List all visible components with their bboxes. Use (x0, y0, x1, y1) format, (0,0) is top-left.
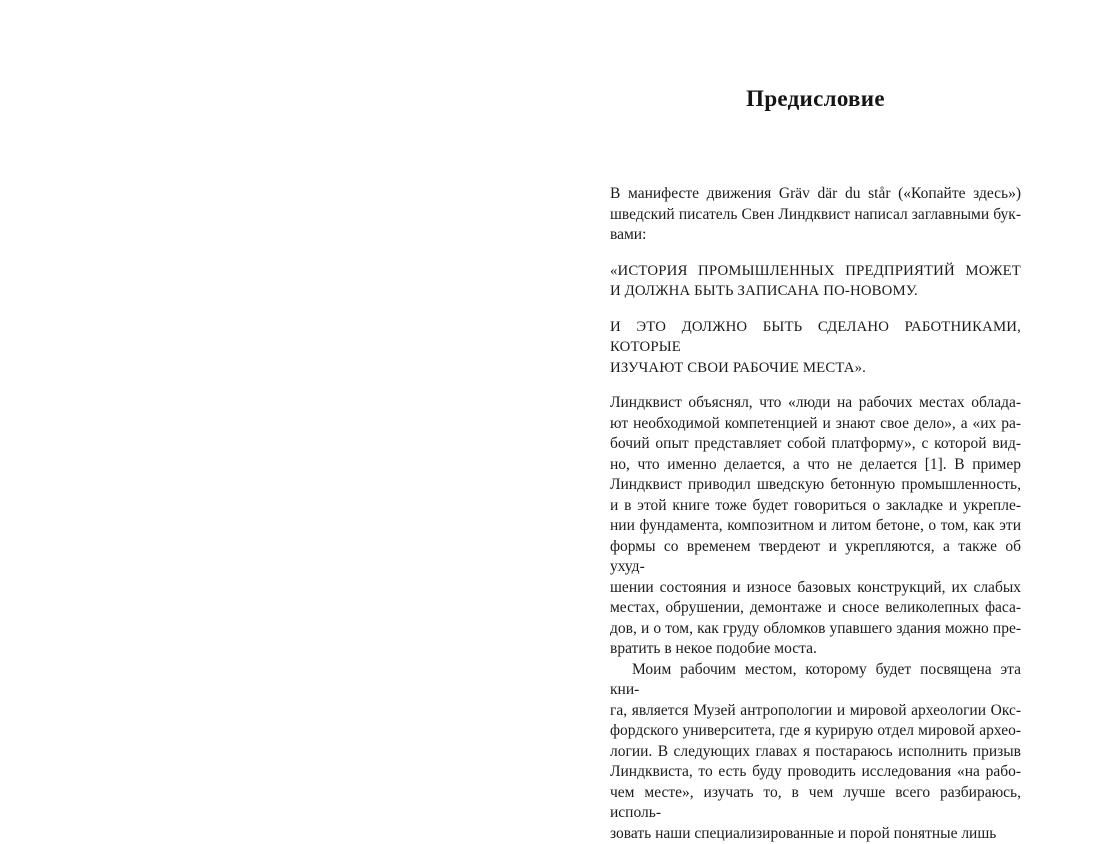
paragraph-explanation (610, 393, 1021, 660)
quote-line: «ИСТОРИЯ ПРОМЫШЛЕННЫХ ПРЕДПРИЯТИЙ МОЖЕТ (610, 261, 1021, 282)
text-line: В манифесте движения Gräv där du står («Копайте здесь») (610, 184, 1021, 205)
text-line: Моим рабочим местом, которому будет посвящена эта кни- (610, 660, 1021, 701)
text-line: чем месте», изучать то, в чем лучше всего разбираюсь, исполь- (610, 783, 1021, 824)
text-line: дов, и о том, как груду обломков упавшего здания можно пре- (610, 619, 1021, 640)
text-column (610, 184, 1021, 844)
quote-line: И ЭТО ДОЛЖНО БЫТЬ СДЕЛАНО РАБОТНИКАМИ, КОТОРЫЕ (610, 317, 1021, 358)
quote-block-1 (610, 261, 1021, 302)
text-line: вратить в некое подобие моста. (610, 639, 1021, 660)
text-line: формы со временем твердеют и укрепляются, а также об ухуд- (610, 537, 1021, 578)
text-line: шении состояния и износе базовых конструкций, их слабых (610, 578, 1021, 599)
text-line: ют необходимой компетенцией и знают свое дело», а «их ра- (610, 414, 1021, 435)
text-line: Линдквист объяснял, что «люди на рабочих местах облада- (610, 393, 1021, 414)
text-line: га, является Музей антропологии и мировой археологии Окс- (610, 701, 1021, 722)
quote-block-2 (610, 317, 1021, 379)
chapter-title: Предисловие (610, 86, 1021, 112)
text-line: но, что именно делается, а что не делается [1]. В пример (610, 455, 1021, 476)
text-line: бочий опыт представляет собой платформу», с которой вид- (610, 434, 1021, 455)
text-line: шведский писатель Свен Линдквист написал заглавными бук- (610, 205, 1021, 226)
text-line: зовать наши специализированные и порой понятные лишь (610, 824, 1021, 844)
paragraph-intro (610, 184, 1021, 246)
text-line: Линдквист приводил шведскую бетонную промышленность, (610, 475, 1021, 496)
text-line: и в этой книге тоже будет говориться о закладке и укрепле- (610, 496, 1021, 517)
paragraph-museum (610, 660, 1021, 844)
text-line: логии. В следующих главах я постараюсь исполнить призыв (610, 742, 1021, 763)
quote-line: И ДОЛЖНА БЫТЬ ЗАПИСАНА ПО-НОВОМУ. (610, 281, 1021, 302)
text-line: фордского университета, где я курирую отдел мировой архео- (610, 721, 1021, 742)
text-line: Линдквиста, то есть буду проводить исследования «на рабо- (610, 762, 1021, 783)
text-line: нии фундамента, композитном и литом бетоне, о том, как эти (610, 516, 1021, 537)
text-line: местах, обрушении, демонтаже и сносе великолепных фаса- (610, 598, 1021, 619)
quote-line: ИЗУЧАЮТ СВОИ РАБОЧИЕ МЕСТА». (610, 358, 1021, 379)
text-line: вами: (610, 225, 1021, 246)
